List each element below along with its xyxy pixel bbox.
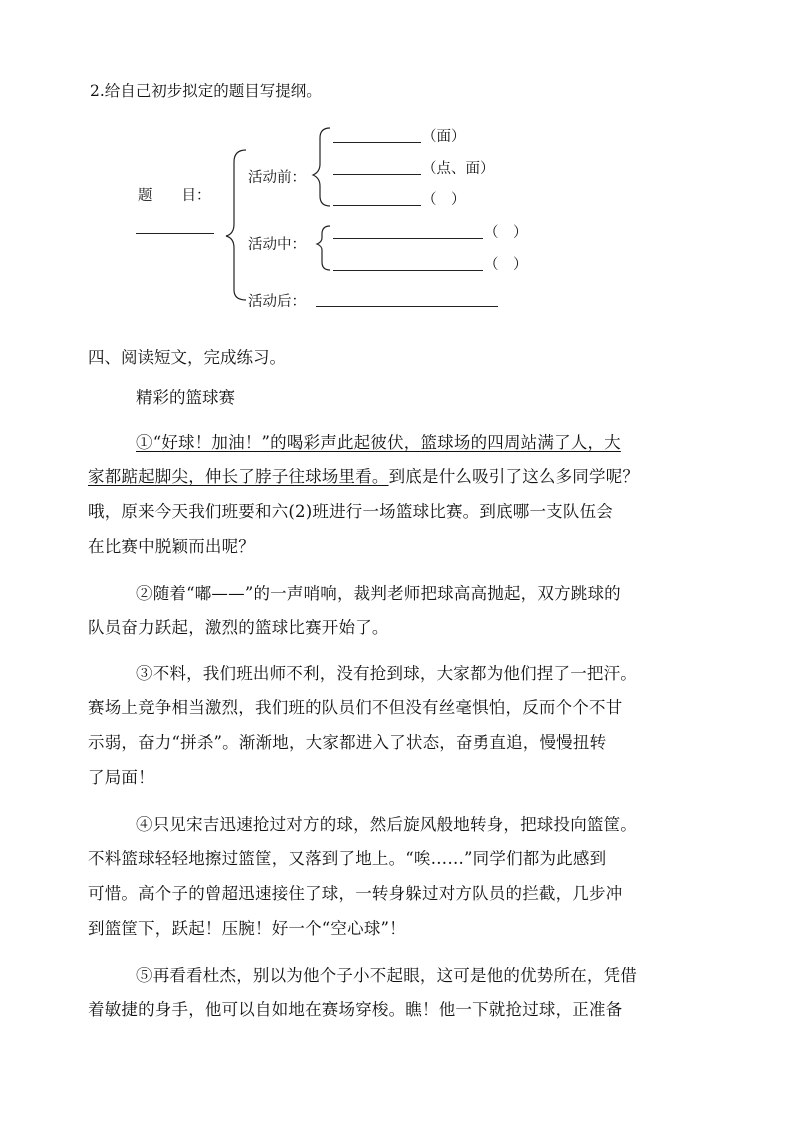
passage-line: 了局面！ [88,768,155,787]
passage-line: 不料篮球轻轻地擦过篮筐，又落到了地上。“唉……”同学们都为此感到 [88,849,607,868]
during-blank-1[interactable] [333,238,483,239]
passage-line: 哦，原来今天我们班要和六(2)班进行一场篮球比赛。到底哪一支队伍会 [88,502,613,521]
after-label: 活动后： [248,294,306,310]
topic-label: 题 目： [138,188,211,204]
underlined-sentence: ①“好球！加油！”的喝彩声此起彼伏，篮球场的四周站满了人，大 [136,433,621,452]
during-hint-2: （ ） [484,257,528,273]
before-blank-1[interactable] [333,142,421,143]
during-brace [317,226,330,270]
passage-line: ④只见宋吉迅速抢过对方的球，然后旋风般地转身，把球投向篮筐。 [136,815,637,834]
passage-title: 精彩的篮球赛 [136,388,235,407]
before-label: 活动前： [248,170,306,186]
passage-line: ③不料，我们班出师不利，没有抢到球，大家都为他们捏了一把汗。 [136,664,637,683]
question-2-heading: 2.给自己初步拟定的题目写提纲。 [90,82,322,100]
during-blank-2[interactable] [333,270,483,271]
after-blank[interactable] [316,306,498,307]
passage-line: 示弱，奋力“拼杀”。渐渐地，大家都进入了状态，奋勇直追，慢慢扭转 [88,733,607,752]
passage-line: 在比赛中脱颖而出呢？ [88,537,255,556]
passage-line: 着敏捷的身手，他可以自如地在赛场穿梭。瞧！他一下就抢过球，正准备 [88,1000,623,1019]
before-blank-3[interactable] [333,205,421,206]
passage-line: 赛场上竞争相当激烈，我们班的队员们不但没有丝毫惧怕，反而个个不甘 [88,698,623,717]
before-hint-2: （点、面） [422,161,495,177]
passage-line: 到篮筐下，跃起！压腕！好一个“空心球”！ [88,919,406,938]
before-hint-3: （ ） [422,192,466,208]
during-hint-1: （ ） [484,225,528,241]
before-hint-1: （面） [422,129,466,145]
passage-line: 可惜。高个子的曾超迅速接住了球，一转身躲过对方队员的拦截，几步冲 [88,884,623,903]
passage-line: 家都踮起脚尖，伸长了脖子往球场里看。到底是什么吸引了这么多同学呢？ [88,467,640,486]
before-blank-2[interactable] [333,174,421,175]
section-4-heading: 四、阅读短文，完成练习。 [88,348,286,367]
main-brace [226,150,246,300]
underlined-sentence: 家都踮起脚尖，伸长了脖子往球场里看。 [88,467,389,486]
passage-line: ②随着“嘟——”的一声哨响，裁判老师把球高高抛起，双方跳球的 [136,584,621,603]
passage-line [136,429,621,453]
passage-line: ⑤再看看杜杰，别以为他个子小不起眼，这可是他的优势所在，凭借 [136,966,637,985]
outline-braces [0,0,794,340]
before-brace [313,128,330,206]
during-label: 活动中： [248,237,306,253]
passage-line: 队员奋力跃起，激烈的篮球比赛开始了。 [88,618,389,637]
